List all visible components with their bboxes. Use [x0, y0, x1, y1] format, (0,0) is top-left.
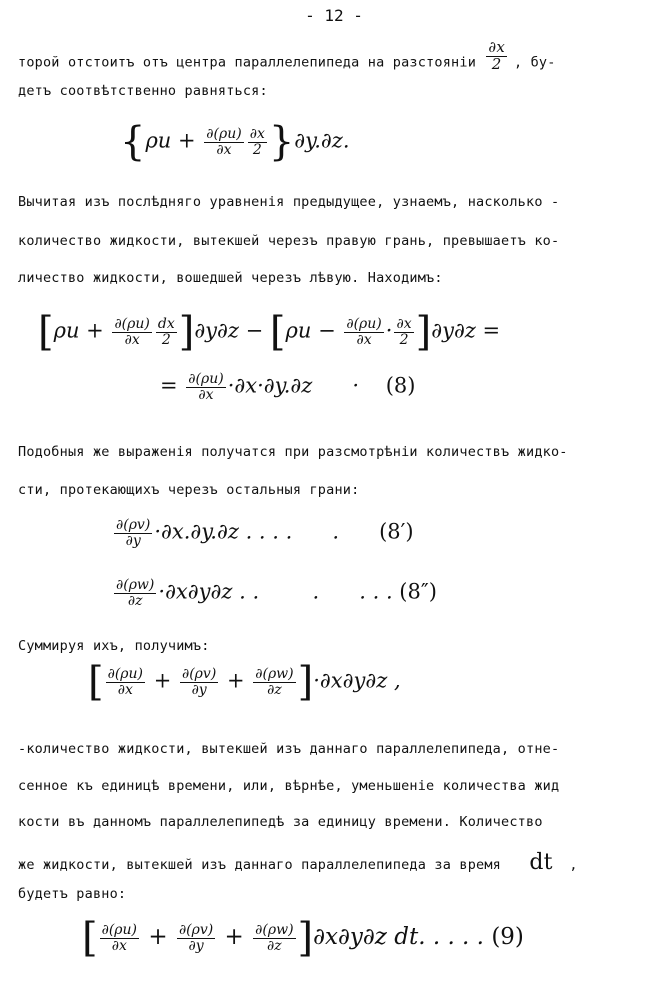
equation-8-prime: $\frac{\partial(\rho v)}{\partial y}$ ·∂x.∂y.∂z . . . . . (8′): [116, 517, 414, 549]
equation-8-prime-label: (8′): [379, 519, 414, 544]
text-line-9: [18, 741, 650, 757]
text-line-3: [18, 194, 650, 210]
text-line-12-body: же жидкости, вытекшей изъ даннаго параллелепипеда за время: [18, 857, 502, 873]
text-line-1-body: торой отстоитъ отъ центра параллелепипеда на разстояніи: [18, 54, 477, 71]
text-line-2: детъ соотвѣтственно равняться:: [18, 83, 268, 99]
text-line-10: [18, 778, 650, 794]
equation-sum: [ $\frac{\partial(\rho u)}{\partial x}$ + $\frac{\partial(\rho v)}{\partial y}$ + $\frac{\partial(\rho w)}{\partial z}$ ]·∂x∂y∂z ,: [88, 659, 401, 705]
equation-flux-difference: [ρu + $\frac{\partial(\rho u)}{\partial x}$ $\frac{dx}{2}$ ]∂y∂z − [ρu − $\frac{\partial(\rho u)}{\partial x}$ · $\frac{\partial x}{2}$ ]∂y∂z =: [38, 309, 501, 355]
equation-8-label: (8): [385, 373, 416, 398]
text-line-6-body: Подобныя же выраженія получатся при разсмотрѣніи количествъ жидко-: [18, 444, 568, 460]
equation-8-double-prime-label: (8″): [399, 579, 437, 604]
text-line-10-body: сенное къ единицѣ времени, или, вѣрнѣе, уменьшеніе количества жид: [18, 778, 560, 794]
text-line-1: [18, 38, 650, 79]
page-number: - 12 -: [305, 6, 363, 25]
text-line-5: личество жидкости, вошедшей черезъ лѣвую. Находимъ:: [18, 270, 443, 286]
equation-8: = $\frac{\partial(\rho u)}{\partial x}$ ·∂x·∂y.∂z · (8): [160, 371, 416, 403]
text-line-6: [18, 444, 650, 460]
text-line-11: [18, 814, 650, 830]
formula-dx-over-2: $\frac{\partial x}{2}$: [488, 38, 505, 73]
text-line-1-tail: , бу-: [513, 54, 556, 71]
text-line-8: Суммируя ихъ, получимъ:: [18, 638, 210, 654]
equation-flux-right-face: {ρu + $\frac{\partial(\rho u)}{\partial x}$ $\frac{\partial x}{2}$ }∂y.∂z.: [120, 119, 350, 165]
equation-9-label: (9): [491, 924, 524, 950]
text-line-7: сти, протекающихъ черезъ остальныя грани:: [18, 482, 360, 498]
dt-symbol: dt: [529, 850, 553, 875]
text-line-11-body: кости въ данномъ параллелепипедѣ за единицу времени. Количество: [18, 814, 543, 830]
text-line-4-body: количество жидкости, вытекшей черезъ правую грань, превышаетъ ко-: [18, 233, 560, 249]
equation-8-double-prime: $\frac{\partial(\rho w)}{\partial z}$ ·∂x∂y∂z . . . . . . (8″): [116, 577, 437, 609]
equation-9: [ $\frac{\partial(\rho u)}{\partial x}$ + $\frac{\partial(\rho v)}{\partial y}$ + $\frac{\partial(\rho w)}{\partial z}$ ]∂x∂y∂z dt. . . . . (9): [82, 915, 524, 961]
text-line-12: же жидкости, вытекшей изъ даннаго параллелепипеда за время dt ,: [18, 850, 578, 875]
text-line-4: [18, 233, 650, 249]
text-line-9-body: -количество жидкости, вытекшей изъ даннаго параллелепипеда, отне-: [18, 741, 560, 757]
text-line-3-body: Вычитая изъ послѣдняго уравненія предыдущее, узнаемъ, насколько -: [18, 194, 560, 210]
text-line-13: будетъ равно:: [18, 886, 127, 902]
